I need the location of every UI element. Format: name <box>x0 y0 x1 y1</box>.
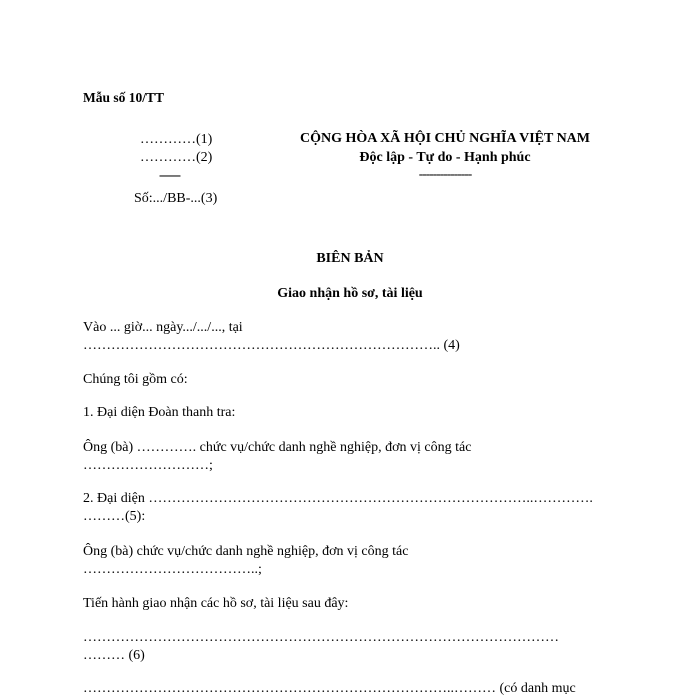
form-number: Mẫu số 10/TT <box>83 90 165 105</box>
country-name: CỘNG HÒA XÃ HỘI CHỦ NGHĨA VIỆT NAM <box>299 131 590 146</box>
rep1-person-fill: ………………………; <box>83 458 213 473</box>
left-header-divider: ------ <box>159 167 180 182</box>
right-header-divider: --------------- <box>418 166 472 181</box>
participants-intro: Chúng tôi gồm có: <box>83 372 188 387</box>
agency-line-2: …………(2) <box>140 150 213 165</box>
rep1-heading: 1. Đại diện Đoàn thanh tra: <box>83 405 236 420</box>
handover-intro: Tiến hành giao nhận các hồ sơ, tài liệu sau đây: <box>83 596 349 611</box>
document-subtitle: Giao nhận hồ sơ, tài liệu <box>277 286 423 301</box>
rep2-heading: 2. Đại diện ………………………………………………………………………..…………. <box>83 491 593 506</box>
documents-fill-line-end: ……… (6) <box>83 648 145 663</box>
document-list-line: ……………………………………………………………………..……… (có danh mục <box>83 681 576 696</box>
time-place-line: Vào ... giờ... ngày.../.../..., tại <box>83 320 243 335</box>
document-title: BIÊN BẢN <box>316 251 384 266</box>
rep1-person-line: Ông (bà) …………. chức vụ/chức danh nghề nghiệp, đơn vị công tác <box>83 440 472 455</box>
rep2-person-fill: ………………………………..; <box>83 562 262 577</box>
agency-line-1: …………(1) <box>140 132 213 147</box>
rep2-person-line: Ông (bà) chức vụ/chức danh nghề nghiệp, đơn vị công tác <box>83 544 409 559</box>
place-fill-line: ………………………………………………………………….. (4) <box>83 338 460 353</box>
national-motto: Độc lập - Tự do - Hạnh phúc <box>359 150 531 165</box>
rep2-heading-fill: ………(5): <box>83 509 146 524</box>
document-number: Số:.../BB-...(3) <box>134 191 218 206</box>
documents-fill-line: ………………………………………………………………………………………… <box>83 630 559 645</box>
